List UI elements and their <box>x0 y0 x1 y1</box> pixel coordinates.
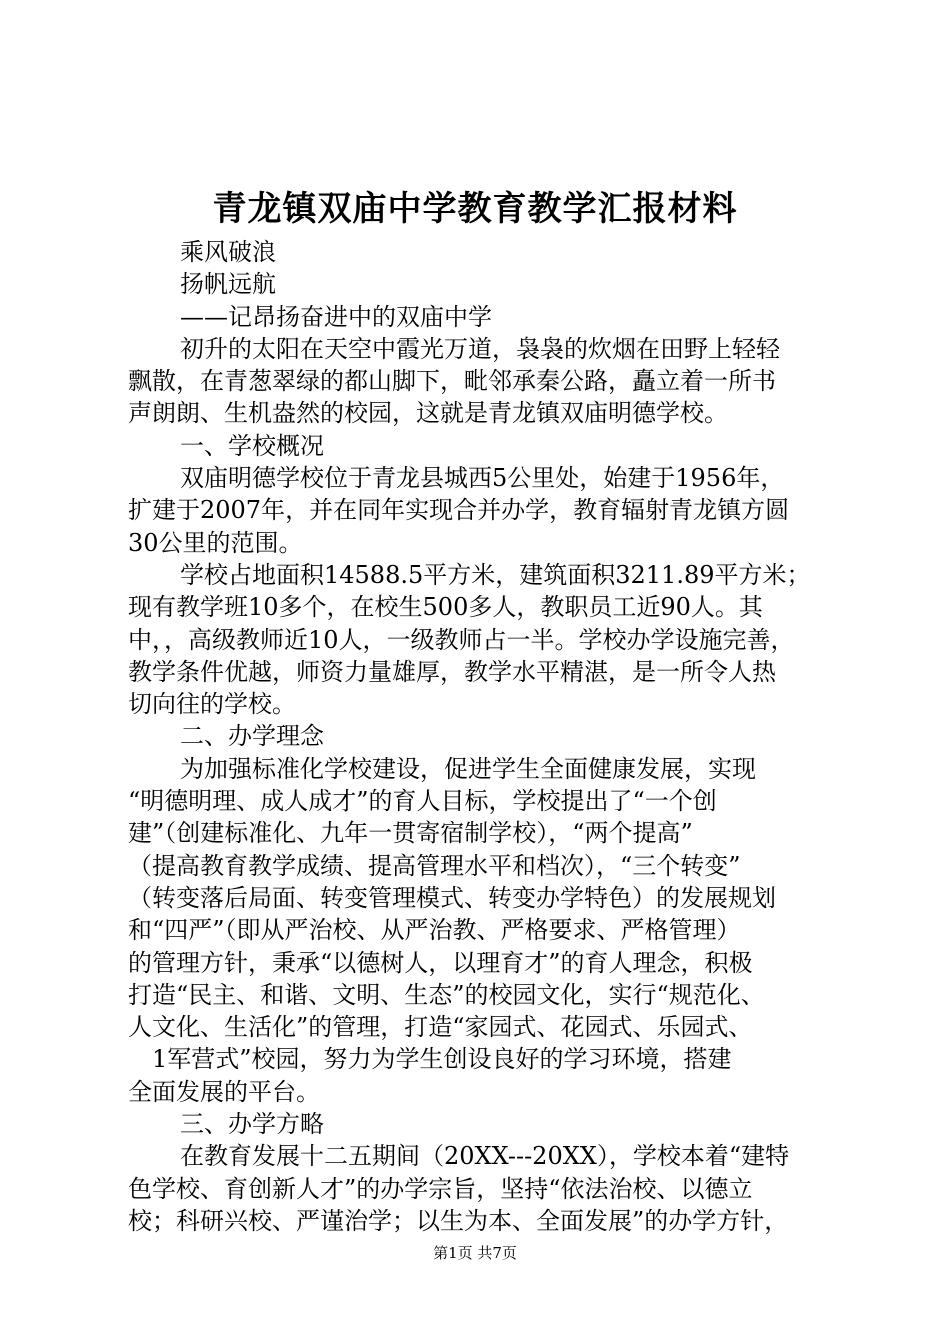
paragraph-line: 的管理方针，秉承“以德树人，以理育才”的育人理念，积极 <box>128 948 753 977</box>
paragraph-line: 扩建于2007年，并在同年实现合并办学，教育辐射青龙镇方圆 <box>128 496 790 525</box>
paragraph-line: 30公里的范围。 <box>128 528 303 557</box>
paragraph-line: 双庙明德学校位于青龙县城西5公里处，始建于1956年， <box>180 464 785 493</box>
paragraph-line: 色学校、育创新人才”的办学宗旨，坚持“依法治校、以德立 <box>128 1174 753 1203</box>
paragraph-line: “明德明理、成人成才”的育人目标，学校提出了“一个创 <box>128 787 717 816</box>
paragraph-line: 校；科研兴校、严谨治学；以生为本、全面发展”的办学方针， <box>128 1206 789 1235</box>
paragraph-line: 飘散，在青葱翠绿的都山脚下，毗邻承秦公路，矗立着一所书 <box>128 367 776 396</box>
paragraph-line: （转变落后局面、转变管理模式、转变办学特色）的发展规划 <box>128 883 776 912</box>
paragraph-line: 打造“民主、和谐、文明、生态”的校园文化，实行“规范化、 <box>128 980 765 1009</box>
paragraph-line: 人文化、生活化”的管理，打造“家园式、花园式、乐园式、 <box>128 1013 753 1042</box>
section-heading: 三、办学方略 <box>180 1110 324 1139</box>
paragraph-line: 中，，高级教师近10人，一级教师占一半。学校办学设施完善， <box>128 625 795 654</box>
paragraph-line: 教学条件优越，师资力量雄厚，教学水平精湛，是一所令人热 <box>128 657 776 686</box>
paragraph-line: 在教育发展十二五期间（20XX---20XX），学校本着“建特 <box>180 1142 790 1171</box>
section-heading: 一、学校概况 <box>180 431 324 460</box>
subtitle-line: 乘风破浪 <box>180 238 276 266</box>
page-footer: 第1页 共7页 <box>433 1244 517 1262</box>
document-body <box>128 236 840 1237</box>
paragraph-line: 初升的太阳在天空中霞光万道，袅袅的炊烟在田野上轻轻 <box>180 334 780 363</box>
document-title: 青龙镇双庙中学教育教学汇报材料 <box>212 189 738 229</box>
subtitle-line: ——记昂扬奋进中的双庙中学 <box>180 302 492 331</box>
paragraph-line: 学校占地面积14588.5平方米，建筑面积3211.89平方米； <box>180 560 811 589</box>
paragraph-line: 1军营式”校园，努力为学生创设良好的学习环境，搭建 <box>152 1045 732 1074</box>
paragraph-line: 声朗朗、生机盎然的校园，这就是青龙镇双庙明德学校。 <box>128 399 728 428</box>
paragraph-line: 全面发展的平台。 <box>128 1077 320 1106</box>
section-heading: 二、办学理念 <box>180 722 324 751</box>
paragraph-line: 现有教学班10多个，在校生500多人，教职员工近90人。其 <box>128 593 763 622</box>
paragraph-line: 切向往的学校。 <box>128 690 296 719</box>
paragraph-line: 建”（创建标准化、九年一贯寄宿制学校），“两个提高” <box>128 819 693 848</box>
paragraph-line: 和“四严”（即从严治校、从严治教、严格要求、严格管理） <box>128 916 741 945</box>
paragraph-line: 为加强标准化学校建设，促进学生全面健康发展，实现 <box>180 754 756 783</box>
subtitle-line: 扬帆远航 <box>180 270 276 299</box>
paragraph-line: （提高教育教学成绩、提高管理水平和档次），“三个转变” <box>128 851 741 880</box>
